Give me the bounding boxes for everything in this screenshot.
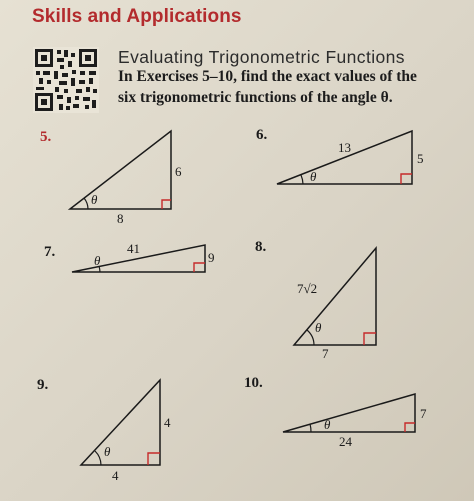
side-label: 9 [208, 250, 215, 265]
angle-label: θ [324, 417, 331, 432]
angle-label: θ [94, 253, 101, 268]
angle-label: θ [310, 169, 317, 184]
right-angle-marker [194, 263, 205, 272]
side-label: 4 [164, 415, 171, 430]
side-label: 4 [112, 468, 119, 483]
right-angle-marker [148, 453, 160, 465]
side-label: 7√2 [297, 281, 318, 296]
exercise-number: 7. [44, 244, 56, 260]
triangle [277, 131, 412, 184]
angle-arc [95, 451, 101, 465]
exercise-number: 6. [256, 127, 268, 143]
side-label: 24 [339, 434, 352, 449]
side-label: 7 [322, 346, 329, 361]
right-angle-marker [405, 423, 415, 432]
exercise-8 [255, 239, 376, 361]
right-angle-marker [162, 200, 171, 209]
instructions-line-1: In Exercises 5–10, find the exact values of the [118, 68, 417, 85]
triangle [283, 394, 415, 432]
angle-arc [301, 175, 303, 184]
side-label: 8 [117, 211, 124, 226]
exercise-10 [244, 375, 427, 449]
angle-label: θ [91, 192, 98, 207]
angle-arc [84, 198, 88, 209]
right-angle-marker [364, 333, 376, 345]
side-label: 7 [420, 406, 427, 421]
exercise-heading: Evaluating Trigonometric Functions [118, 47, 405, 67]
angle-arc [310, 424, 311, 432]
side-label: 5 [417, 151, 424, 166]
side-label: 6 [175, 164, 182, 179]
exercise-number: 9. [37, 377, 49, 393]
triangle [294, 248, 376, 345]
section-title: Skills and Applications [32, 6, 242, 27]
exercise-6 [256, 127, 424, 184]
exercise-number: 10. [244, 375, 263, 391]
side-label: 13 [338, 140, 351, 155]
instructions-line-2: six trigonometric functions of the angle θ. [118, 89, 393, 106]
exercise-number: 5. [40, 129, 52, 145]
triangle [81, 380, 160, 465]
exercise-5 [40, 129, 182, 226]
exercise-7 [44, 241, 215, 272]
side-label: 41 [127, 241, 140, 256]
angle-arc [307, 330, 314, 345]
right-angle-marker [401, 174, 412, 184]
exercise-9 [37, 377, 171, 483]
triangle [70, 131, 171, 209]
angle-label: θ [104, 444, 111, 459]
exercise-number: 8. [255, 239, 267, 255]
angle-label: θ [315, 320, 322, 335]
